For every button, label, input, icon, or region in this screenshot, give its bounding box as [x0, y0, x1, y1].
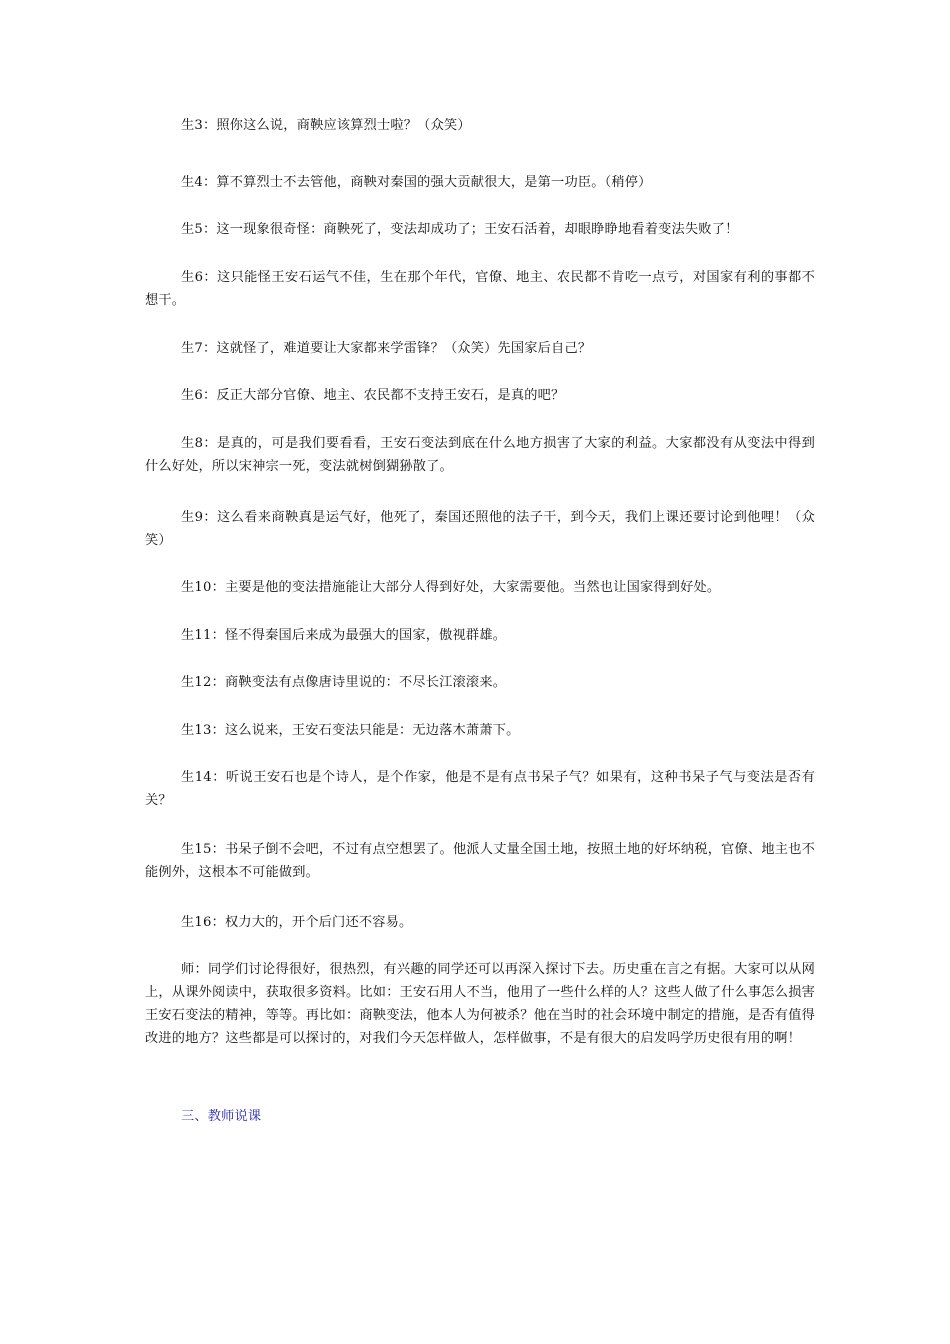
paragraph-student-9: 生9：这么看来商鞅真是运气好，他死了，秦国还照他的法子干，到今天，我们上课还要讨论到他哩！（众笑） — [145, 510, 815, 548]
paragraph-student-7: 生7：这就怪了，难道要让大家都来学雷锋？（众笑）先国家后自己？ — [181, 341, 592, 356]
paragraph-teacher: 师：同学们讨论得很好，很热烈，有兴趣的同学还可以再深入探讨下去。历史重在言之有据。大家可以从网上，从课外阅读中，获取很多资料。比如：王安石用人不当，他用了一些什么样的人？这些人做了什么事怎么损害王安石变法的精神，等等。再比如：商鞅变法，他本人为何被杀？他在当时的社会环境中制定的措施，是否有值得改进的地方？这些都是可以探讨的，对我们今天怎样做人，怎样做事，不是有很大的启发吗学历史很有用的啊！ — [145, 962, 815, 1046]
paragraph-student-3: 生3：照你这么说，商鞅应该算烈士啦？（众笑） — [181, 118, 471, 133]
paragraph-student-8: 生8：是真的，可是我们要看看，王安石变法到底在什么地方损害了大家的利益。大家都没有从变法中得到什么好处，所以宋神宗一死，变法就树倒猢狲散了。 — [145, 436, 815, 474]
paragraph-student-13: 生13：这么说来，王安石变法只能是：无边落木萧萧下。 — [181, 723, 520, 738]
paragraph-student-16: 生16：权力大的，开个后门还不容易。 — [181, 915, 413, 930]
paragraph-student-4: 生4：算不算烈士不去管他，商鞅对秦国的强大贡献很大，是第一功臣。（稍停） — [181, 175, 652, 190]
paragraph-student-6b: 生6：反正大部分官僚、地主、农民都不支持王安石，是真的吧？ — [181, 388, 565, 403]
paragraph-student-5: 生5：这一现象很奇怪：商鞅死了，变法却成功了；王安石活着，却眼睁睁地看着变法失败了！ — [181, 222, 739, 237]
paragraph-student-11: 生11：怪不得秦国后来成为最强大的国家，傲视群雄。 — [181, 628, 507, 643]
paragraph-student-6: 生6：这只能怪王安石运气不佳，生在那个年代，官僚、地主、农民都不肯吃一点亏，对国家有利的事都不想干。 — [145, 270, 815, 308]
section-heading: 三、教师说课 — [181, 1109, 262, 1124]
paragraph-student-15: 生15：书呆子倒不会吧，不过有点空想罢了。他派人丈量全国土地，按照土地的好坏纳税，官僚、地主也不能例外，这根本不可能做到。 — [145, 842, 815, 880]
paragraph-student-12: 生12：商鞅变法有点像唐诗里说的：不尽长江滚滚来。 — [181, 675, 507, 690]
paragraph-student-14: 生14：听说王安石也是个诗人，是个作家，他是不是有点书呆子气？如果有，这种书呆子气与变法是否有关？ — [145, 770, 815, 808]
paragraph-student-10: 生10：主要是他的变法措施能让大部分人得到好处，大家需要他。当然也让国家得到好处。 — [181, 580, 721, 595]
